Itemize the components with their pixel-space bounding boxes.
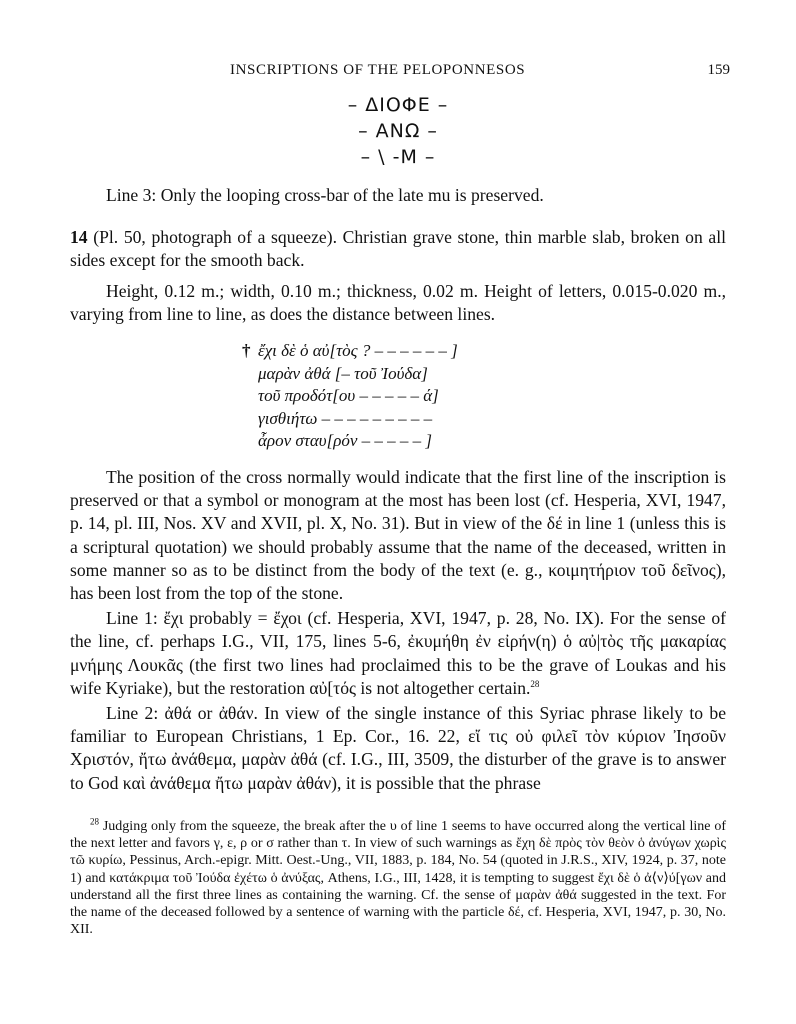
inscription-line-3: – \ -Μ – — [360, 146, 436, 168]
inscription-line-2: – ΑΝΩ – — [358, 120, 438, 142]
footnote-number: 28 — [90, 816, 99, 827]
cross-icon: † — [242, 341, 251, 360]
entry-14-dimensions — [70, 280, 726, 326]
commentary-paragraph-1: The position of the cross normally would indicate that the first line of the inscription is preserved or that a symbol or monogram at the most has been lost (cf. Hesperia, XVI, 1947, p. 14, pl. III, Nos. XV and XVII, pl. X, No. 31). But in view of the δέ in line 1 (unless this is a scriptural quotation) we should probably assume that the name of the deceased, written in some manner so as to be distinct from the body of the text (e. g., κοιμητήριον τοῦ δεῖνος), has been lost from the top of the stone. — [70, 467, 726, 604]
footnote-text: Judging only from the squeeze, the break after the υ of line 1 seems to have occurred along the vertical line of the next letter and favors γ, ε, ρ or σ rather than τ. In view of such warnings as ἔχη δὲ πρὸς τὸν θεὸν ὁ ἀνύγων χωρὶς τῶ κυρίω, Pessinus, Arch.-epigr. Mitt. Oest.-Ung., VII, 1883, p. 184, No. 54 (quoted in J.R.S., XIV, 1924, p. 37, note 1) and κατάκριμα τοῦ Ἰούδα ἐχέτω ὁ ἀνύξας, Athens, I.G., III, 1428, it is tempting to suggest ἔχι δὲ ὁ ἀ⟨ν⟩ύ[γων and understand all the first three lines as containing the warning. Cf. the sense of μαρὰν ἀθά suggested in the text. For the name of the deceased followed by a sentence of warning with the particle δέ, cf. Hesperia, XVI, 1947, p. 30, No. XII. — [70, 819, 726, 938]
greek-line-5: ἆρον σταυ[ρόν – – – – – ] — [258, 431, 433, 450]
page-header — [70, 62, 730, 84]
footnote-ref: 28 — [530, 678, 540, 689]
commentary-paragraph-3: Line 2: ἀθά or ἀθάν. In view of the single instance of this Syriac phrase likely to be familiar to European Christians, 1 Ep. Cor., 16. 22, εἴ τις οὐ φιλεῖ τὸν κύριον Ἰησοῦν Χριστόν, ἤτω ἀνάθεμα, μαρὰν ἀθά (cf. I.G., III, 3509, the disturber of the grave is to answer to God καὶ ἀνάθεμα ἤτω μαρὰν ἀθάν), it is possible that the phrase — [70, 703, 726, 793]
greek-text-block — [242, 340, 458, 453]
line-3-note: Line 3: Only the looping cross-bar of the late mu is preserved. — [106, 185, 544, 205]
running-title: INSCRIPTIONS OF THE PELOPONNESOS — [230, 62, 526, 78]
inscription-line-1: – ΔΙΟΦΕ – — [347, 94, 449, 116]
entry-14-intro — [70, 226, 726, 272]
greek-line-3: τοῦ προδότ[ου – – – – – ά] — [258, 386, 439, 405]
footnote — [70, 818, 726, 938]
entry-number: 14 — [70, 227, 88, 247]
page-number: 159 — [707, 62, 730, 78]
inscription-note — [70, 184, 726, 207]
greek-line-1: † ἔχι δὲ ὁ αὐ[τὸς ? – – – – – – ] — [258, 340, 458, 363]
entry-description: (Pl. 50, photograph of a squeeze). Christian grave stone, thin marble slab, broken on all sides except for the smooth back. — [70, 227, 726, 271]
dimensions-text: Height, 0.12 m.; width, 0.10 m.; thickness, 0.02 m. Height of letters, 0.015-0.020 m., varying from line to line, as does the distance between lines. — [70, 281, 726, 325]
commentary — [70, 466, 726, 795]
greek-line-2: μαρὰν ἀθά [– τοῦ Ἰούδα] — [258, 363, 428, 383]
greek-line-4: γισθιήτω – – – – – – – – – — [258, 408, 433, 428]
commentary-paragraph-2: Line 1: ἔχι probably = ἔχοι (cf. Hesperia, XVI, 1947, p. 28, No. IX). For the sense of the line, cf. perhaps I.G., VII, 175, lines 5-6, ἐκυμήθη ἐν εἰρήν(η) ὁ αὐ|τὸς τῆς μακαρίας μνήμης Λουκᾶς (the first two lines had proclaimed this to be the grave of Loukas and his wife Kyriake), but the restoration αὐ[τός is not altogether certain.$^{28}$ — [70, 608, 726, 698]
